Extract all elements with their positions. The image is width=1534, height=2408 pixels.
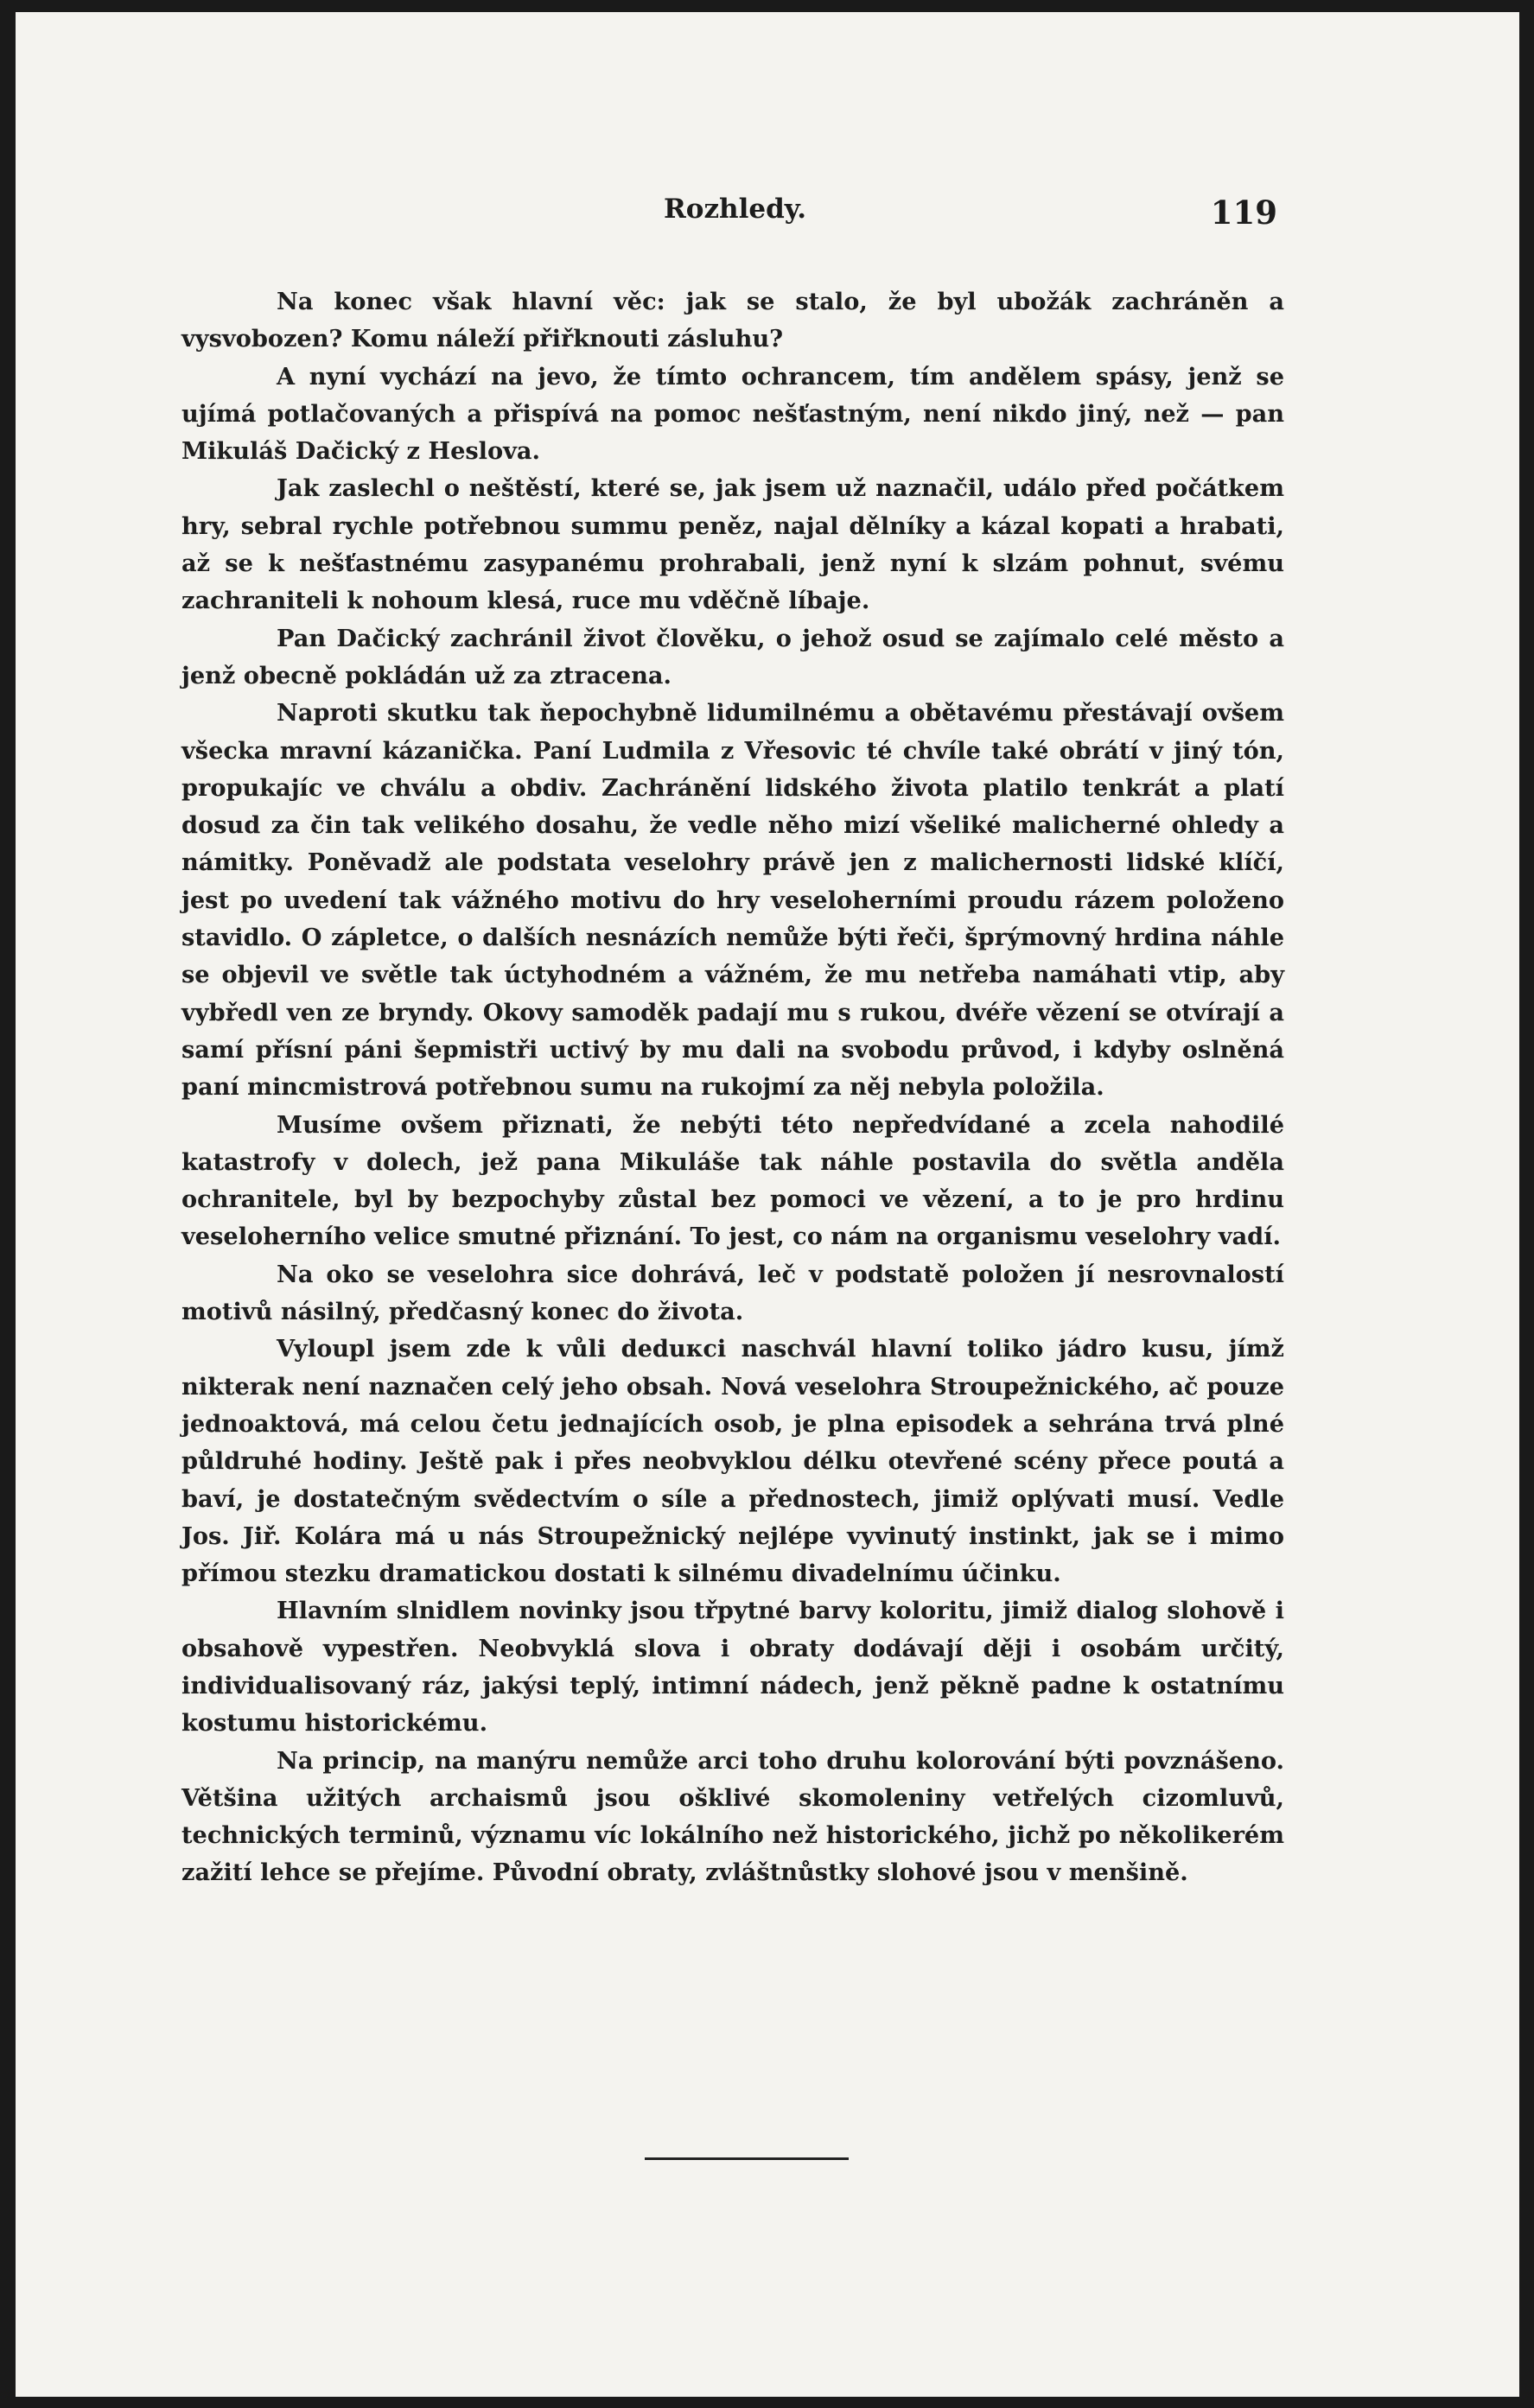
page-header [180, 194, 1277, 237]
paragraph: Jak zaslechl o neštěstí, které se, jak jsem už naznačil, událo před počátkem hry, sebral rychle potřebnou summu peněz, najal dělníky a kázal kopati a hrabati, až se k nešťastnému zasypanému prohrabali, jenž nyní k slzám pohnut, svému zachraniteli k nohoum klesá, ruce mu vděčně líbaje. [181, 474, 1284, 615]
paragraph: A nyní vychází na jevo, že tímto ochrancem, tím andělem spásy, jenž se ujímá potlačovaných a přispívá na pomoc nešťastným, není nikdo jiný, než — pan Mikuláš Dačický z Heslova. [181, 362, 1284, 466]
paragraph: Na konec však hlavní věc: jak se stalo, že byl ubožák zachráněn a vysvobozen? Komu náleží přiřknouti zásluhu? [181, 288, 1284, 353]
paragraph: Na oko se veselohra sice dohrává, leč v podstatě položen jí nesrovnalostí motivů násilný, předčasný konec do života. [181, 1260, 1284, 1326]
paragraph: Hlavním slnidlem novinky jsou třpytné barvy koloritu, jimiž dialog slohově i obsahově vypestřen. Neobvyklá slova i obraty dodávají ději i osobám určitý, individualisovaný ráz, jakýsi teplý, intimní nádech, jenž pěkně padne k ostatnímu kostumu historickému. [181, 1597, 1284, 1738]
paragraph: Vyloupl jsem zde k vůli deduкci naschvál hlavní toliko jádro kusu, jímž nikterak není naznačen celý jeho obsah. Nová veselohra Stroupežnického, ač pouze jednoaktová, má celou četu jednajících osob, je plna episodek a sehrána trvá plné půldruhé hodiny. Ještě pak i přes neobvyklou délku otevřené scény přece poutá a baví, je dostatečným svědectvím o síle a přednostech, jimiž oplývati musí. Vedle Jos. Jiř. Kolára má u nás Stroupežnický nejlépe vyvinutý instinkt, jak se i mimo přímou stezku dramatickou dostati k silnému divadelnímu účinku. [181, 1335, 1284, 1588]
book-page [16, 12, 1519, 2397]
paragraph: Musíme ovšem přiznati, že nebýti této nepředvídané a zcela nahodilé katastrofy v dolech, jež pana Mikuláše tak náhle postavila do světla anděla ochranitele, byl by bezpochyby zůstal bez pomoci ve vězení, a to je pro hrdinu veseloherního velice smutné přiznání. To jest, co nám na organismu veselohry vadí. [181, 1110, 1284, 1251]
paragraph: Na princip, na manýru nemůže arci toho druhu kolorování býti povznášeno. Většina užitých archaismů jsou ošklivé skomoleniny vetřelých cizomluvů, technických terminů, významu víc lokálního než historického, jichž po několikerém zažití lehce se přejíme. Původní obraty, zvláštnůstky slohové jsou v menšině. [181, 1746, 1284, 1887]
page-number: 119 [1210, 194, 1277, 232]
section-end-rule [645, 2157, 849, 2160]
running-head: Rozhledy. [664, 194, 807, 225]
body-text [181, 283, 1284, 1892]
paragraph: Pan Dačický zachránil život člověku, o jehož osud se zajímalo celé město a jenž obecně pokládán už za ztracena. [181, 624, 1284, 689]
paragraph: Naproti skutku tak ňepochybně lidumilnému a obětavému přestávají ovšem všecka mravní kázanička. Paní Ludmila z Vřesovic té chvíle také obrátí v jiný tón, propukajíc ve chválu a obdiv. Zachránění lidského života platilo tenkrát a platí dosud za čin tak velikého dosahu, že vedle něho mizí všeliké malicherné ohledy a námitky. Poněvadž ale podstata veselohry právě jen z malichernosti lidské klíčí, jest po uvedení tak vážného motivu do hry veseloherními proudu rázem položeno stavidlo. O zápletce, o dalších nesnázích nemůže býti řeči, šprýmovný hrdina náhle se objevil ve světle tak úctyhodném a vážném, že mu netřeba namáhati vtip, aby vybředl ven ze bryndy. Okovy samoděk padají mu s rukou, dvéře vězení se otvírají a samí přísní páni šepmistři uctivý by mu dali na svobodu průvod, i kdyby oslněná paní mincmistrová potřebnou sumu na rukojmí za něj nebyla položila. [181, 699, 1284, 1102]
